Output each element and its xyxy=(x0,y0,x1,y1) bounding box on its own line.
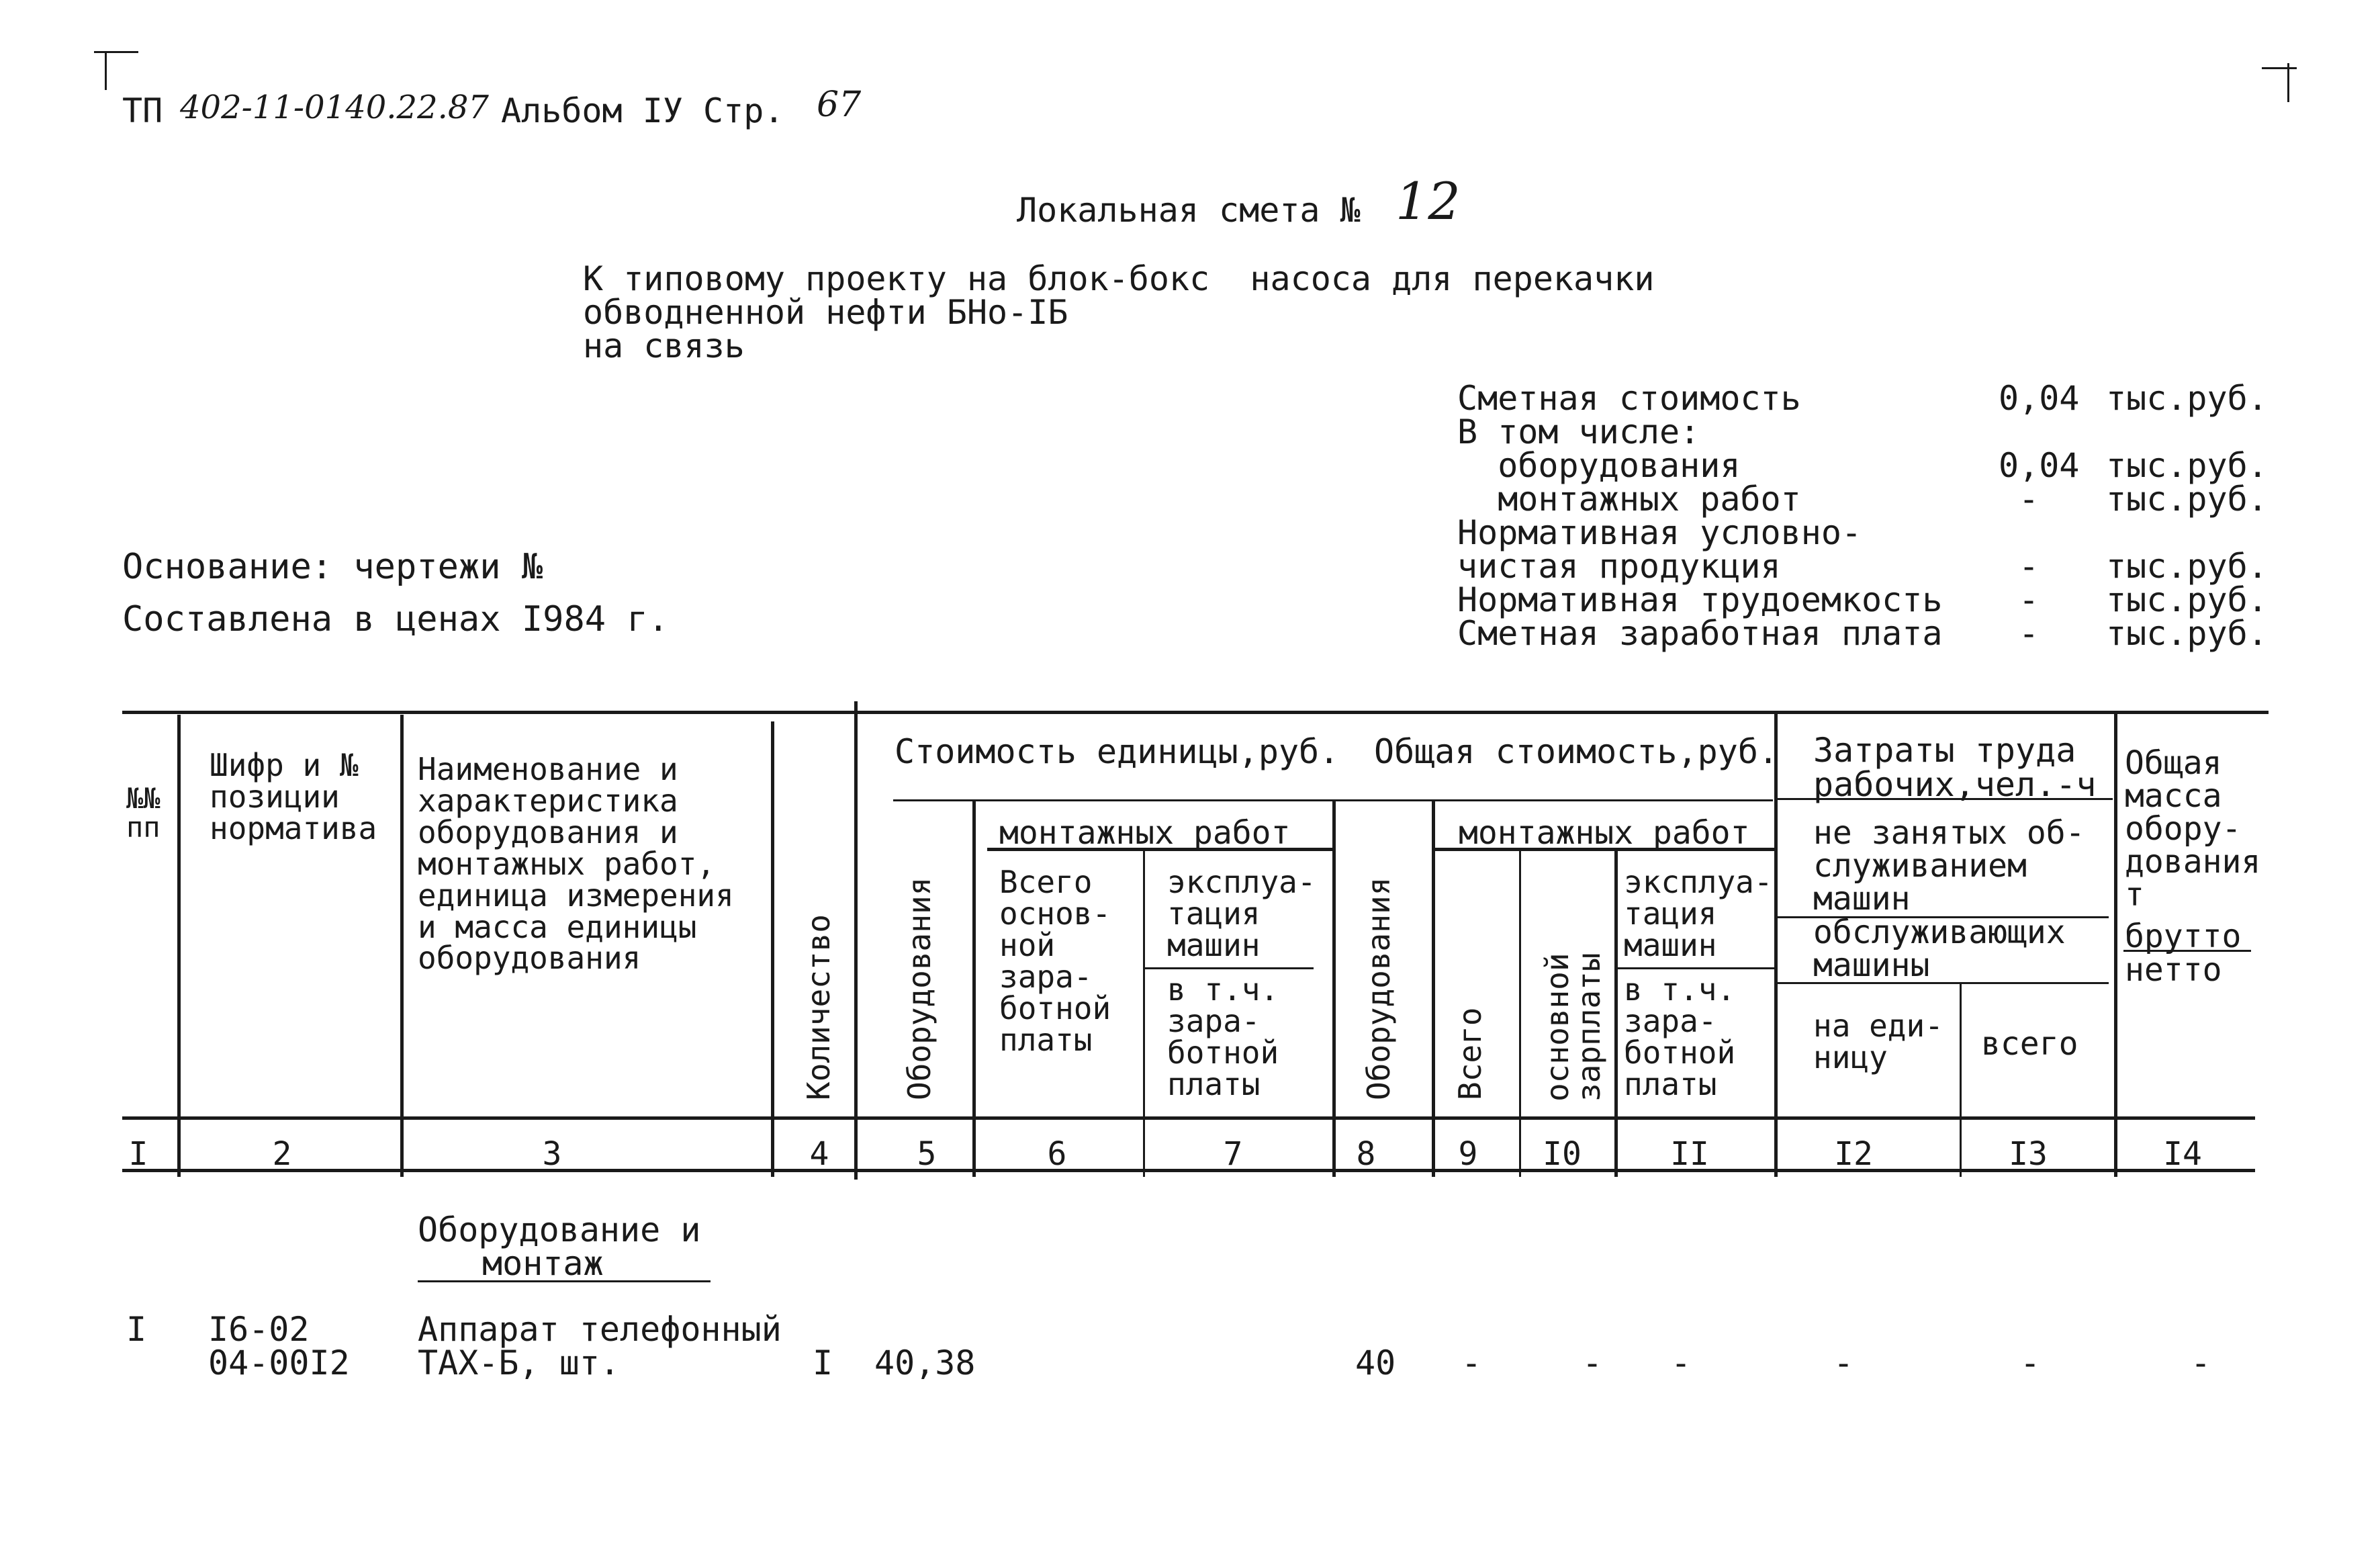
header-equipment-total: Оборудования xyxy=(1361,877,1397,1100)
summary-unit-6: тыс.руб. xyxy=(2106,580,2268,619)
summary-unit-5: тыс.руб. xyxy=(2106,547,2268,586)
header-not-busy: не занятых об- служиванием машин xyxy=(1813,814,2085,918)
item-dash-9: - xyxy=(1461,1343,1482,1382)
col-number-10: I0 xyxy=(1543,1135,1582,1173)
item-dash-11: - xyxy=(1671,1343,1692,1382)
item-code-1: I6-02 xyxy=(208,1310,310,1349)
header-code: Шифр и № позиции норматива xyxy=(210,747,377,846)
header-num: №№ пп xyxy=(126,782,161,844)
header-mass: Общая масса обору- дования т xyxy=(2125,744,2261,914)
summary-unit-3: тыс.руб. xyxy=(2106,480,2268,519)
header-exploit-sub-total: в т.ч. зара- ботной платы xyxy=(1624,971,1736,1102)
summary-unit-0: тыс.руб. xyxy=(2106,379,2268,418)
header-equipment-unit: Оборудования xyxy=(901,877,937,1100)
col-number-1: I xyxy=(128,1135,148,1173)
col-number-2: 2 xyxy=(272,1135,292,1173)
header-install-unit: монтажных работ xyxy=(999,814,1291,852)
header-unit-cost: Стоимость единицы,руб. xyxy=(895,732,1340,771)
item-qty: I xyxy=(813,1343,833,1382)
summary-value-3: - xyxy=(2019,480,2040,519)
summary-label-2: оборудования xyxy=(1457,446,1741,485)
header-name: Наименование и характеристика оборудования и монтажных работ, единица измерения и масса единицы оборудования xyxy=(418,751,734,977)
summary-label-4: Нормативная условно- xyxy=(1457,513,1862,552)
tp-prefix: ТП xyxy=(122,91,163,130)
col-number-7: 7 xyxy=(1223,1135,1243,1173)
col-number-8: 8 xyxy=(1356,1135,1376,1173)
header-brutto: брутто xyxy=(2125,918,2242,955)
item-dash-13: - xyxy=(2020,1343,2041,1382)
header-install-total: монтажных работ xyxy=(1459,814,1750,852)
summary-label-7: Сметная заработная плата xyxy=(1457,614,1943,653)
header-all: всего xyxy=(1981,1025,2078,1063)
col-number-6: 6 xyxy=(1047,1135,1067,1173)
page-number: 67 xyxy=(817,85,862,125)
item-dash-10: - xyxy=(1582,1343,1603,1382)
basis-prices: Составлена в ценах I984 г. xyxy=(122,599,669,639)
col-number-5: 5 xyxy=(917,1135,937,1173)
header-total: Всего xyxy=(1452,1007,1488,1100)
summary-label-5: чистая продукция xyxy=(1457,547,1781,586)
summary-label-1: В том числе: xyxy=(1457,412,1700,451)
summary-value-5: - xyxy=(2019,547,2040,586)
item-name-1: Аппарат телефонный xyxy=(418,1310,782,1349)
col-number-14: I4 xyxy=(2163,1135,2202,1173)
title-number: 12 xyxy=(1395,171,1461,231)
summary-value-6: - xyxy=(2019,580,2040,619)
summary-label-3: монтажных работ xyxy=(1457,480,1801,519)
item-total-equipment: 40 xyxy=(1355,1343,1396,1382)
header-exploit-total: эксплуа- тация машин xyxy=(1624,864,1773,963)
header-exploit-unit: эксплуа- тация машин xyxy=(1167,864,1316,963)
header-total-basic: Всего основ- ной зара- ботной платы xyxy=(999,864,1111,1058)
summary-unit-7: тыс.руб. xyxy=(2106,614,2268,653)
title-label: Локальная смета № xyxy=(1017,191,1361,230)
col-number-12: I2 xyxy=(1834,1135,1873,1173)
header-qty: Количество xyxy=(800,914,837,1100)
project-line-1: К типовому проекту на блок-бокс насоса для перекачки xyxy=(583,259,1655,298)
section-line-1: Оборудование и xyxy=(418,1210,701,1249)
col-number-11: II xyxy=(1670,1135,1709,1173)
header-per-unit: на еди- ницу xyxy=(1813,1008,1943,1075)
header-labor: Затраты труда рабочих,чел.-ч xyxy=(1813,731,2097,804)
summary-label-6: Нормативная трудоемкость xyxy=(1457,580,1943,619)
item-dash-14: - xyxy=(2191,1343,2211,1382)
project-line-2: обводненной нефти БНо-IБ xyxy=(583,293,1068,332)
header-netto: нетто xyxy=(2125,951,2222,989)
col-number-4: 4 xyxy=(809,1135,829,1173)
item-name-2: ТАХ-Б, шт. xyxy=(418,1343,621,1382)
item-unit-equipment: 40,38 xyxy=(874,1343,976,1382)
summary-value-7: - xyxy=(2019,614,2040,653)
header-serving: обслуживающих машины xyxy=(1813,914,2066,984)
item-code-2: 04-00I2 xyxy=(208,1343,350,1382)
item-num: I xyxy=(126,1310,147,1349)
album-label: Альбом IУ Стр. xyxy=(501,91,784,130)
summary-unit-2: тыс.руб. xyxy=(2106,446,2268,485)
col-number-13: I3 xyxy=(2009,1135,2048,1173)
section-line-2: монтаж xyxy=(482,1244,604,1283)
summary-value-2: 0,04 xyxy=(1999,446,2080,485)
summary-value-0: 0,04 xyxy=(1999,379,2080,418)
item-dash-12: - xyxy=(1833,1343,1854,1382)
basis-drawings: Основание: чертежи № xyxy=(122,547,543,587)
header-basic-wage: основной зарплаты xyxy=(1539,953,1607,1102)
col-number-9: 9 xyxy=(1458,1135,1478,1173)
col-number-3: 3 xyxy=(542,1135,562,1173)
header-total-cost: Общая стоимость,руб. xyxy=(1374,732,1779,771)
tp-code: 402-11-0140.22.87 xyxy=(180,89,489,126)
header-exploit-sub-unit: в т.ч. зара- ботной платы xyxy=(1167,971,1279,1102)
project-line-3: на связь xyxy=(583,326,745,365)
summary-label-0: Сметная стоимость xyxy=(1457,379,1801,418)
